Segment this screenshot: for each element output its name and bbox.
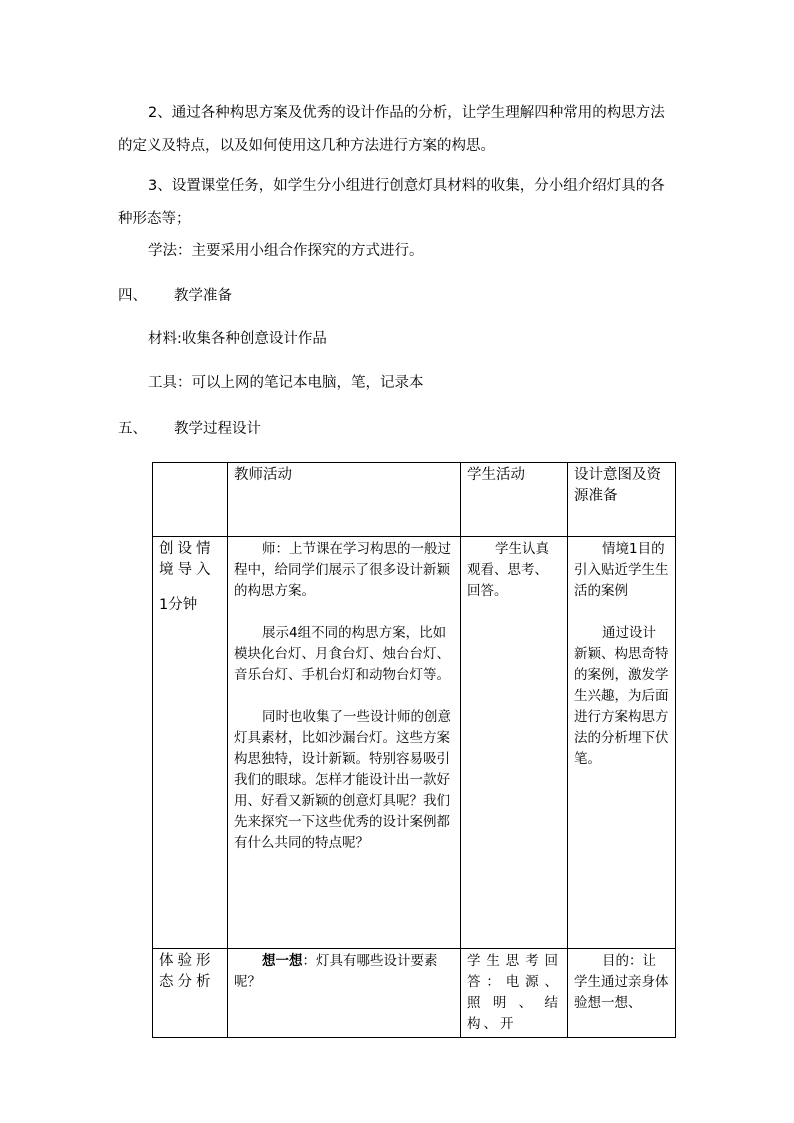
paragraph-method-2: 2、通过各种构思方案及优秀的设计作品的分析，让学生理解四种常用的构思方法的定义及特点，以及如何使用这几种方法进行方案的构思。 [118,105,665,154]
teacher-paragraph: 展示4组不同的构思方案，比如模块化台灯、月食台灯、烛台台灯、音乐台灯、手机台灯和动物台灯等。 [234,625,450,683]
think-label: 想一想 [262,953,303,969]
paragraph-method-3: 3、设置课堂任务，如学生分小组进行创意灯具材料的收集，分小组介绍灯具的各种形态等； [118,178,665,227]
design-paragraph: 情境1目的引入贴近学生生活的案例 [574,541,669,599]
stage-cell [153,949,228,1038]
stage-cell [153,537,228,949]
design-intent-cell [568,537,676,949]
teacher-activity-cell [228,537,461,949]
header-teacher-activity: 教师活动 [228,463,461,537]
teacher-activity-cell [228,949,461,1038]
prep-tools: 工具：可以上网的笔记本电脑，笔，记录本 [148,375,424,391]
header-student-activity: 学生活动 [461,463,568,537]
student-activity-cell [461,537,568,949]
lesson-plan-table [152,462,676,1038]
teacher-paragraph [234,951,454,993]
design-intent-cell [568,949,676,1038]
paragraph-study-method: 学法：主要采用小组合作探究的方式进行。 [148,243,424,259]
design-paragraph: 通过设计新颖、构思奇特的案例，激发学生兴趣，为后面进行方案构思方法的分析埋下伏笔。 [574,625,669,767]
teacher-question: ：灯具有哪些设计要素呢？ [234,953,438,990]
section-heading-prep [118,285,232,307]
teacher-paragraph: 师：上节课在学习构思的一般过程中，给同学们展示了很多设计新颖的构思方案。 [234,541,451,599]
section-title: 教学过程设计 [174,421,261,437]
teacher-paragraph: 同时也收集了一些设计师的创意灯具素材，比如沙漏台灯。这些方案构思独特，设计新颖。特别容易吸引我们的眼球。怎样才能设计出一款好用、好看又新颖的创意灯具呢？我们先来探究一下这些优秀的设计案例都有什么共同的特点呢？ [234,709,451,851]
header-stage [153,463,228,537]
table-row [153,949,676,1038]
table-row [153,537,676,949]
header-design-intent: 设计意图及资源准备 [568,463,676,537]
table-header-row [153,463,676,537]
section-number: 四、 [118,288,147,304]
section-title: 教学准备 [174,288,232,304]
stage-time: 1分钟 [159,597,198,613]
student-paragraph: 学生思考回答：电源、照明、结构、开 [467,953,561,1032]
student-paragraph: 学生认真观看、思考、回答。 [467,541,549,599]
section-heading-process [118,418,261,440]
section-number: 五、 [118,421,147,437]
stage-name: 创设情境导入 [159,541,215,578]
stage-name: 体验形态分析 [159,953,215,990]
design-paragraph: 目的：让学生通过亲身体验想一想、 [574,953,669,1011]
student-activity-cell [461,949,568,1038]
prep-materials: 材料:收集各种创意设计作品 [148,331,327,347]
